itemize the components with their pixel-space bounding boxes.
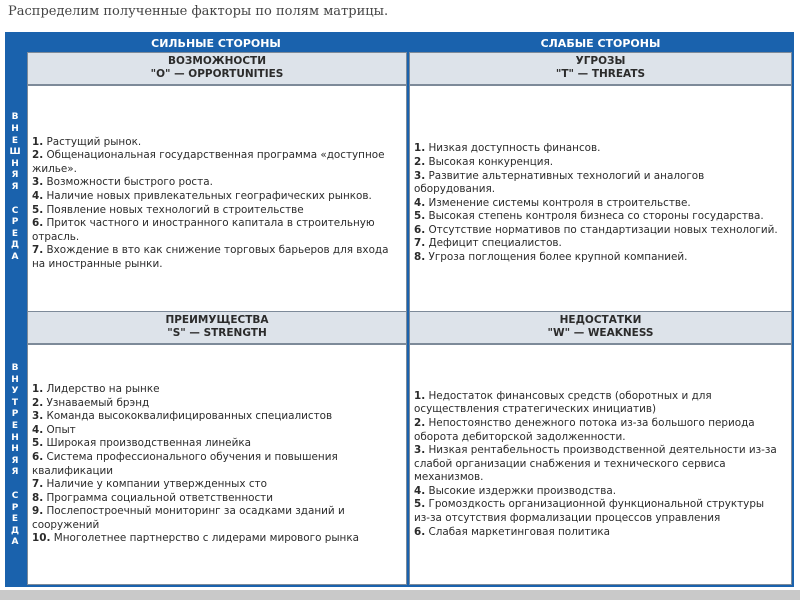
swot-matrix	[5, 32, 794, 587]
side-letter: С	[11, 205, 19, 216]
item-number: 5.	[32, 203, 44, 216]
side-letter: Р	[11, 502, 19, 513]
strength-title: ПРЕИМУЩЕСТВА	[165, 314, 269, 326]
item-text: Высокая степень контроля бизнеса со стороны государства.	[425, 210, 764, 223]
list-item	[32, 492, 398, 506]
header-weaknesses: СЛАБЫЕ СТОРОНЫ	[540, 37, 661, 50]
item-number: 2.	[32, 149, 44, 162]
threats-subtitle: "T" — THREATS	[555, 68, 646, 80]
list-item	[32, 176, 398, 190]
item-number: 4.	[32, 423, 44, 436]
list-item	[32, 136, 398, 150]
list-item	[32, 190, 398, 204]
item-number: 5.	[32, 437, 44, 450]
item-text: Громоздкость организационной функциональной структуры из-за отсутствия формализации процессов управления	[414, 498, 765, 525]
side-letter: Е	[11, 228, 19, 239]
threats-title: УГРОЗЫ	[575, 55, 626, 67]
list-item	[32, 383, 398, 397]
item-text: Высокие издержки производства.	[425, 484, 617, 497]
strength-cell	[27, 344, 407, 585]
item-text: Программа социальной ответственности	[43, 491, 273, 504]
item-number: 1.	[414, 389, 426, 402]
strength-list	[32, 383, 398, 546]
list-item	[32, 451, 398, 478]
item-text: Дефицит специалистов.	[425, 237, 562, 250]
side-letter: Я	[11, 170, 19, 181]
list-item	[414, 251, 783, 265]
item-text: Наличие новых привлекательных географических рынков.	[43, 189, 372, 202]
item-number: 4.	[414, 484, 426, 497]
item-number: 3.	[32, 410, 44, 423]
list-item	[414, 498, 783, 525]
list-item	[414, 170, 783, 197]
list-item	[32, 424, 398, 438]
item-number: 5.	[414, 498, 426, 511]
list-item	[414, 526, 783, 540]
side-letter: Н	[11, 158, 19, 169]
bottom-scroll-band	[0, 590, 800, 600]
item-number: 1.	[32, 135, 44, 148]
weakness-title: НЕДОСТАТКИ	[559, 314, 642, 326]
side-letter: Н	[11, 124, 19, 135]
strength-header	[27, 311, 407, 344]
list-item	[32, 532, 398, 546]
list-item	[414, 237, 783, 251]
weakness-subtitle: "W" — WEAKNESS	[547, 327, 654, 339]
item-number: 2.	[32, 396, 44, 409]
item-number: 5.	[414, 210, 426, 223]
threats-list	[414, 142, 783, 264]
item-number: 6.	[32, 450, 44, 463]
item-number: 8.	[32, 491, 44, 504]
side-letter: А	[11, 537, 19, 548]
threats-cell	[409, 85, 792, 322]
side-letter: У	[11, 386, 19, 397]
side-letter: В	[11, 363, 19, 374]
item-text: Появление новых технологий в строительстве	[43, 203, 304, 216]
item-text: Развитие альтернативных технологий и аналогов оборудования.	[414, 169, 705, 196]
item-number: 7.	[414, 237, 426, 250]
item-number: 1.	[414, 142, 426, 155]
opportunities-title: ВОЗМОЖНОСТИ	[168, 55, 266, 67]
item-text: Опыт	[43, 423, 76, 436]
item-number: 3.	[414, 444, 426, 457]
item-number: 3.	[414, 169, 426, 182]
item-text: Угроза поглощения более крупной компанией.	[425, 251, 688, 264]
item-number: 1.	[32, 382, 44, 395]
header-strengths: СИЛЬНЫЕ СТОРОНЫ	[151, 37, 281, 50]
side-letter: В	[11, 112, 19, 123]
list-item	[32, 505, 398, 532]
item-number: 7.	[32, 244, 44, 257]
intro-text: Распределим полученные факторы по полям матрицы.	[8, 4, 389, 19]
item-text: Система профессионального обучения и повышения квалификации	[32, 450, 338, 477]
list-item	[414, 210, 783, 224]
item-number: 3.	[32, 176, 44, 189]
item-number: 9.	[32, 505, 44, 518]
list-item	[32, 397, 398, 411]
weakness-cell	[409, 344, 792, 585]
item-number: 7.	[32, 478, 44, 491]
item-text: Низкая доступность финансов.	[425, 142, 601, 155]
item-text: Растущий рынок.	[43, 135, 142, 148]
item-text: Наличие у компании утвержденных сто	[43, 478, 267, 491]
list-item	[414, 485, 783, 499]
item-text: Лидерство на рынке	[43, 382, 160, 395]
item-text: Недостаток финансовых средств (оборотных и для осуществления стратегических инициатив)	[414, 389, 712, 416]
item-text: Вхождение в вто как снижение торговых барьеров для входа на иностранные рынки.	[32, 244, 389, 270]
side-letter: Ш	[9, 147, 21, 158]
item-text: Широкая производственная линейка	[43, 437, 251, 450]
list-item	[32, 204, 398, 218]
list-item	[414, 197, 783, 211]
item-text: Многолетнее партнерство с лидерами мирового рынка	[50, 532, 359, 545]
list-item	[414, 224, 783, 238]
opportunities-list	[32, 136, 398, 272]
side-letter: Е	[11, 135, 19, 146]
list-item	[414, 156, 783, 170]
side-letter: Я	[11, 455, 19, 466]
list-item	[32, 217, 398, 244]
item-text: Приток частного и иностранного капитала в строительную отрасль.	[32, 217, 375, 243]
item-text: Непостоянство денежного потока из-за большого периода оборота дебиторской задолженности.	[414, 416, 755, 443]
item-number: 2.	[414, 155, 426, 168]
list-item	[32, 244, 398, 271]
side-letter: Н	[11, 432, 19, 443]
item-number: 4.	[414, 196, 426, 209]
list-item	[32, 149, 398, 176]
list-item	[32, 478, 398, 492]
item-text: Изменение системы контроля в строительстве.	[425, 196, 691, 209]
list-item	[414, 444, 783, 485]
item-text: Послепостроечный мониторинг за осадками зданий и сооружений	[32, 505, 345, 531]
side-letter: Н	[11, 374, 19, 385]
side-letter: Е	[11, 514, 19, 525]
item-number: 2.	[414, 416, 426, 429]
side-letter: Н	[11, 444, 19, 455]
item-number: 6.	[414, 525, 426, 538]
item-text: Отсутствие нормативов по стандартизации новых технологий.	[425, 223, 778, 236]
list-item	[414, 417, 783, 444]
opportunities-header	[27, 52, 407, 85]
weakness-list	[414, 390, 783, 540]
item-text: Возможности быстрого роста.	[43, 176, 213, 189]
side-letter: Р	[11, 409, 19, 420]
side-letter: Д	[10, 240, 19, 251]
side-letter: Р	[11, 217, 19, 228]
item-text: Узнаваемый брэнд	[43, 396, 150, 409]
item-text: Слабая маркетинговая политика	[425, 525, 611, 538]
side-letter: С	[11, 490, 19, 501]
side-letter: Е	[11, 421, 19, 432]
item-text: Высокая конкуренция.	[425, 155, 554, 168]
item-text: Команда высококвалифицированных специалистов	[43, 410, 333, 423]
opportunities-subtitle: "O" — OPPORTUNITIES	[150, 68, 284, 80]
side-label-external	[5, 52, 25, 324]
item-number: 4.	[32, 189, 44, 202]
item-number: 10.	[32, 532, 51, 545]
side-letter: Я	[11, 467, 19, 478]
list-item	[414, 390, 783, 417]
item-text: Низкая рентабельность производственной деятельности из-за слабой организации снабжения и технического сервиса механизмов.	[414, 444, 777, 484]
item-number: 6.	[414, 223, 426, 236]
item-text: Общенациональная государственная программа «доступное жилье».	[32, 149, 385, 175]
weakness-header	[409, 311, 792, 344]
list-item	[414, 142, 783, 156]
side-letter: Я	[11, 182, 19, 192]
strength-subtitle: "S" — STRENGTH	[167, 327, 267, 339]
list-item	[32, 437, 398, 451]
item-number: 6.	[32, 217, 44, 230]
opportunities-cell	[27, 85, 407, 322]
side-letter: Т	[11, 397, 19, 408]
item-number: 8.	[414, 251, 426, 264]
threats-header	[409, 52, 792, 85]
side-label-internal	[5, 328, 25, 584]
side-letter: А	[11, 251, 19, 262]
side-letter: Д	[10, 525, 19, 536]
list-item	[32, 410, 398, 424]
